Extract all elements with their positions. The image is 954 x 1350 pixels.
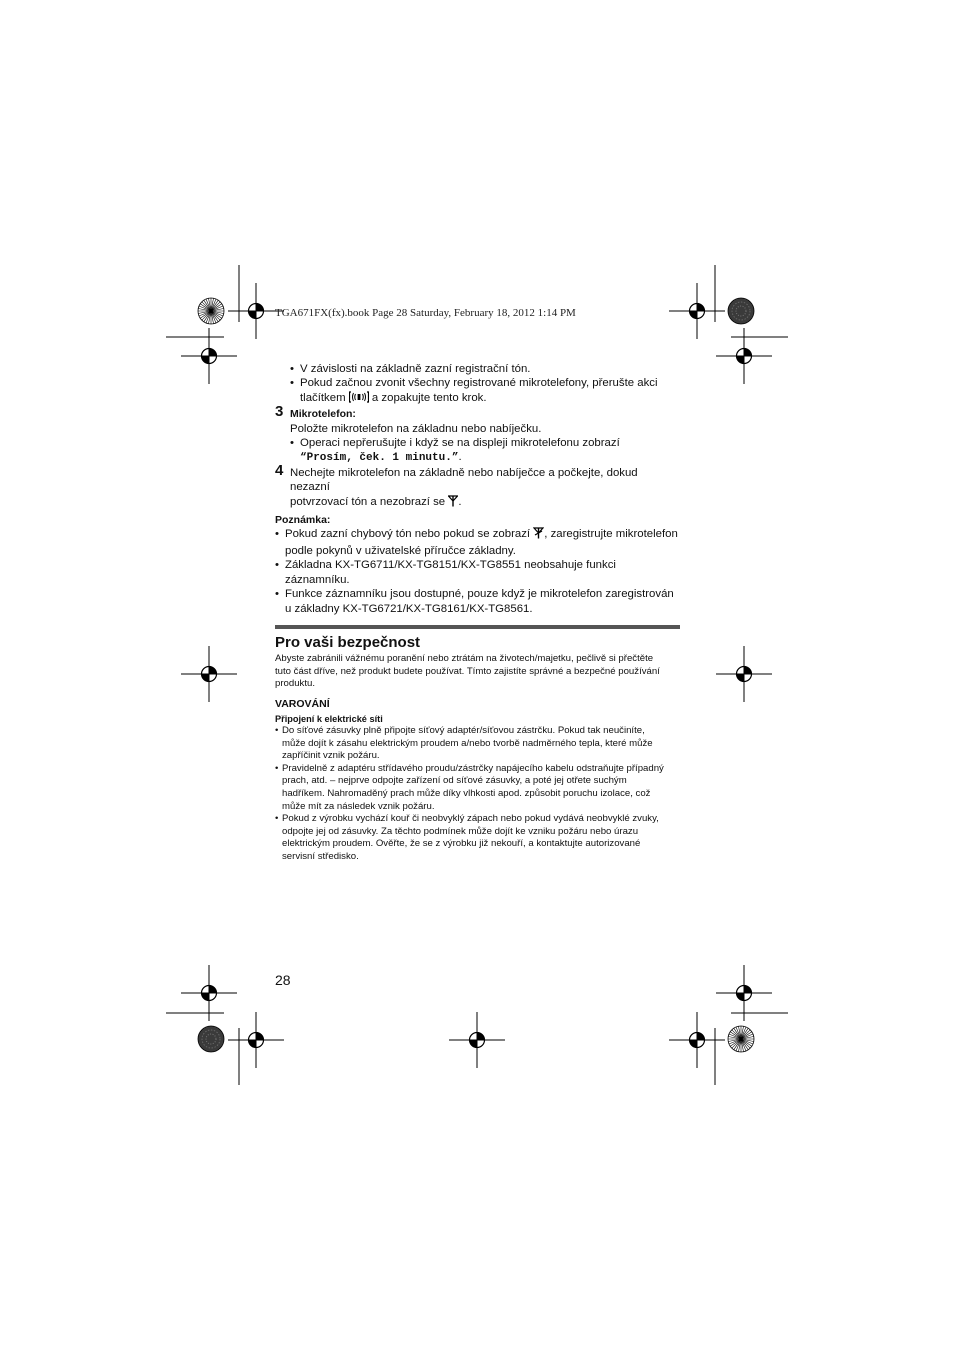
antenna-crossed-icon	[533, 527, 544, 543]
list-item: • Operaci nepřerušujte i když se na displeji mikrotelefonu zobrazí “Prosím, ček. 1 minutu.”.	[290, 436, 680, 466]
safety-intro: Abyste zabránili vážnému poranění nebo ztrátám na životech/majetku, pečlivě si přečtěte tuto část dříve, než produkt budete používat. Tímto zajistíte správné a bezpečné používání produktu.	[275, 652, 660, 690]
antenna-icon	[448, 495, 458, 511]
list-item: • Pokud začnou zvonit všechny registrované mikrotelefony, přerušte akci tlačítkem a zopakujte tento krok.	[290, 376, 680, 407]
warning-title: VAROVÁNÍ	[275, 697, 330, 710]
display-message: “Prosím, ček. 1 minutu.”	[300, 452, 459, 465]
page-content	[275, 362, 680, 864]
step-3	[275, 403, 680, 466]
page-number: 28	[275, 972, 291, 988]
step-label: Mikrotelefon:	[290, 408, 356, 421]
section-title: Pro vaši bezpečnost	[275, 633, 421, 651]
step-text: Nechejte mikrotelefon na základně nebo nabíječce a počkejte, dokud nezazní	[290, 466, 638, 494]
list-item: • Pokud zazní chybový tón nebo pokud se zobrazí , zaregistrujte mikrotelefon podle pokynů v uživatelské příručce základny.	[275, 527, 680, 558]
list-item: • Funkce záznamníku jsou dostupné, pouze když je mikrotelefon zaregistrován u základny KX-TG6721/KX-TG8161/KX-TG8561.	[275, 587, 680, 616]
section-divider	[275, 625, 680, 629]
step-number: 4	[275, 461, 284, 479]
warning-list	[275, 725, 680, 864]
list-item: • V závislosti na základně zazní registrační tón.	[290, 362, 680, 376]
file-header: TGA671FX(fx).book Page 28 Saturday, February 18, 2012 1:14 PM	[275, 307, 576, 319]
subsection-title: Připojení k elektrické síti	[275, 714, 383, 725]
list-item: • Do síťové zásuvky plně připojte síťový adaptér/síťovou zástrčku. Pokud tak neučiníte, může dojít k zásahu elektrickým proudem a/nebo tvorbě nadměrného tepla, které může zapříčinit vznik požáru.	[275, 725, 680, 763]
list-item: • Pravidelně z adaptéru střídavého proudu/zástrčky napájecího kabelu odstraňujte případný prach, atd. – nejprve odpojte zařízení od síťové zásuvky, a poté jej otřete suchým hadříkem. Nahromaděný prach může díky vlhkosti apod. způsobit poruchu izolace, což může mít za následek vznik požáru.	[275, 763, 680, 813]
step-number: 3	[275, 403, 284, 421]
step-text: Položte mikrotelefon na základnu nebo nabíječku.	[290, 422, 542, 435]
note-label: Poznámka:	[275, 514, 331, 527]
registration-button-icon	[349, 391, 369, 407]
step-4: 4 Nechejte mikrotelefon na základně nebo nabíječce a počkejte, dokud nezazní potvrzovací tón a nezobrazí se .	[275, 466, 680, 511]
list-item: • Pokud z výrobku vychází kouř či neobvyklý zápach nebo pokud vydává neobvyklé zvuky, odpojte jej od zásuvky. Za těchto podmínek může dojít ke vzniku požáru nebo úrazu elektrickým proudem. Ověřte, že se z výrobku již nekouří, a kontaktujte autorizované servisní středisko.	[275, 813, 680, 863]
list-item: • Základna KX-TG6711/KX-TG8151/KX-TG8551 neobsahuje funkci záznamníku.	[275, 558, 680, 587]
